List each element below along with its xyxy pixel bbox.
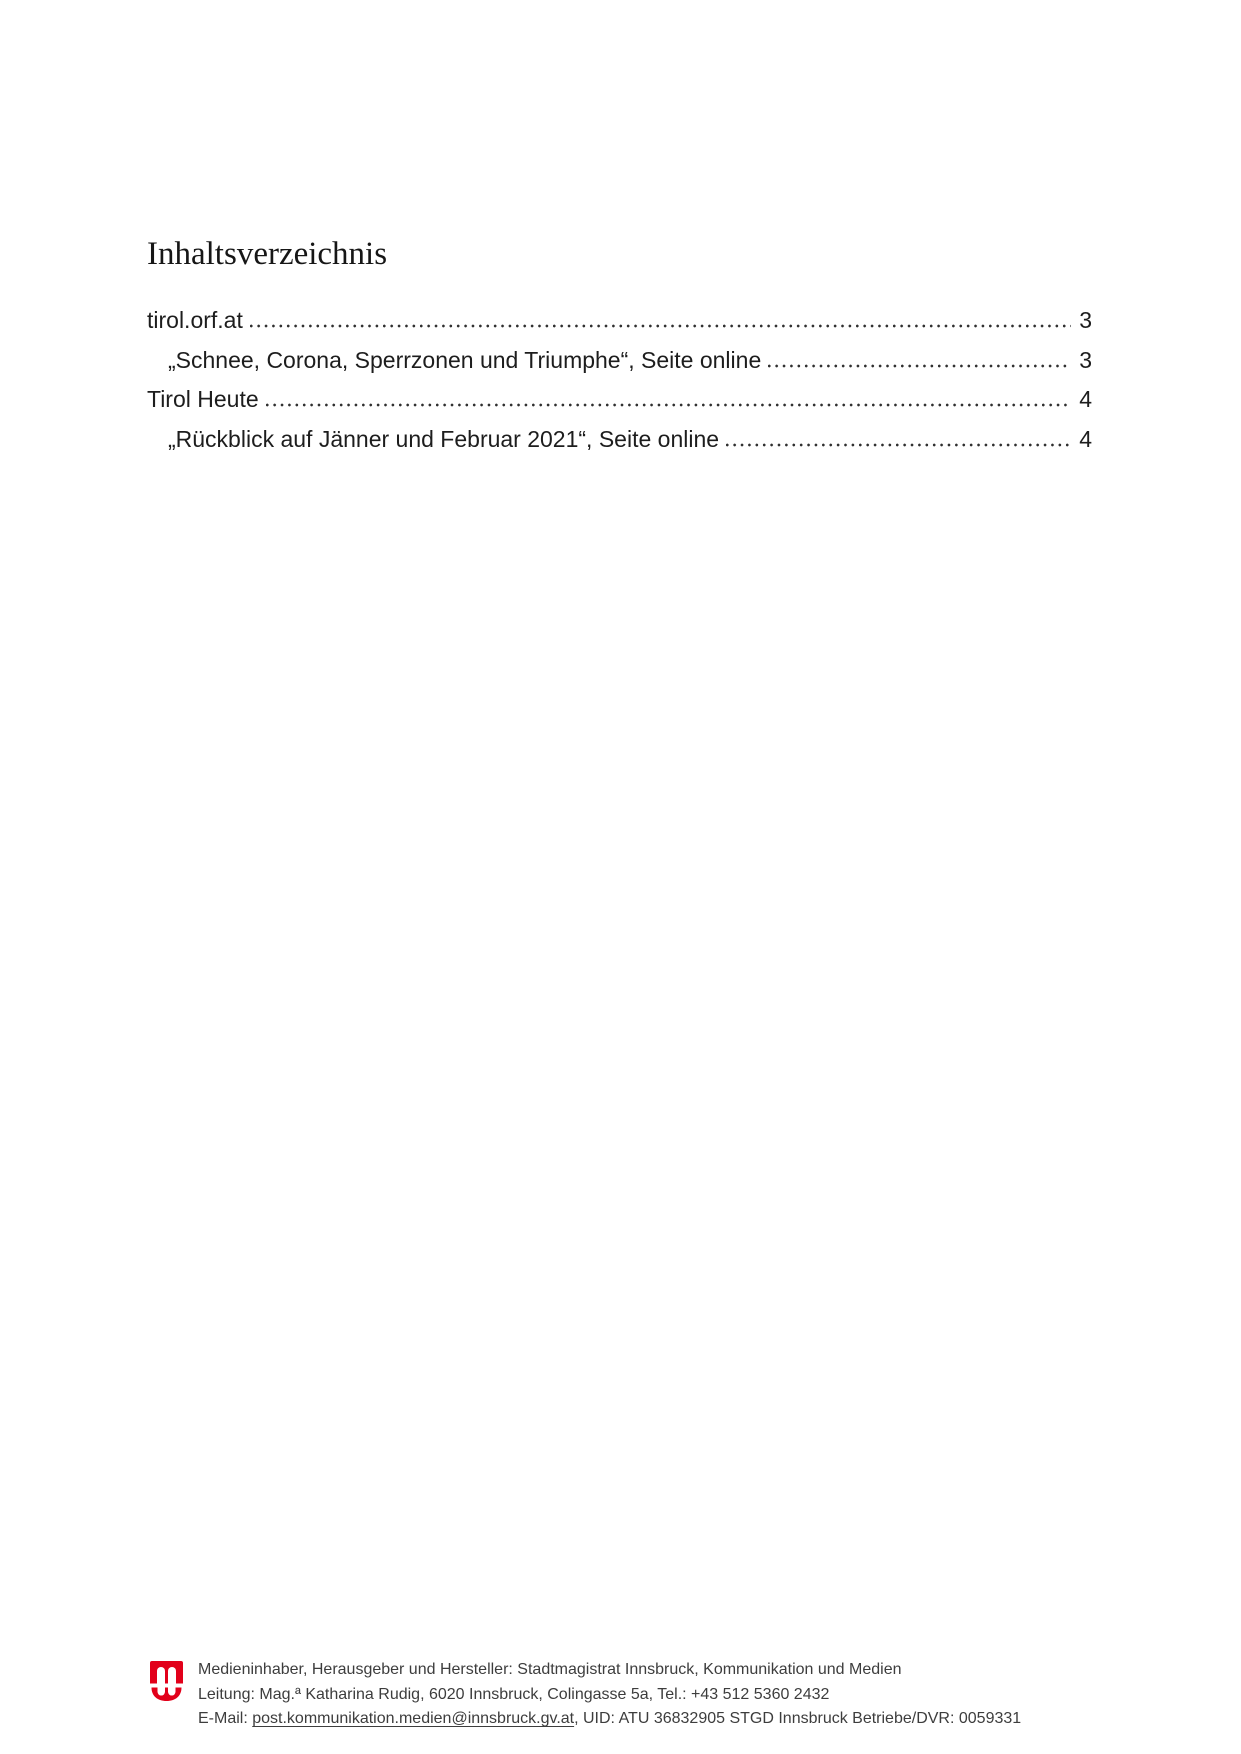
imprint-line-contact: Leitung: Mag.ª Katharina Rudig, 6020 Innsbruck, Colingasse 5a, Tel.: +43 512 5360 2432	[198, 1685, 830, 1703]
toc-entry-label: tirol.orf.at	[147, 307, 243, 333]
email-link[interactable]: post.kommunikation.medien@innsbruck.gv.at	[252, 1710, 575, 1727]
dot-leader	[768, 364, 1071, 368]
innsbruck-city-arms-icon	[150, 1661, 183, 1701]
imprint-text	[198, 1658, 1021, 1732]
toc-entry-label: „Rückblick auf Jänner und Februar 2021“, Seite online	[168, 425, 720, 452]
imprint-line-email-uid	[198, 1707, 1021, 1732]
toc-entry-label: „Schnee, Corona, Sperrzonen und Triumphe“, Seite online	[168, 346, 762, 373]
dot-leader	[250, 324, 1071, 328]
dot-leader	[726, 443, 1071, 447]
imprint-line-publisher: Medieninhaber, Herausgeber und Hersteller: Stadtmagistrat Innsbruck, Kommunikation und Medien	[198, 1661, 902, 1678]
page-title: Inhaltsverzeichnis	[147, 236, 388, 272]
dot-leader	[266, 403, 1072, 407]
page-footer	[150, 1661, 1021, 1732]
toc-entry[interactable]	[147, 307, 1092, 347]
toc-page-number: 3	[1079, 346, 1092, 373]
toc-entry[interactable]	[147, 347, 1092, 387]
toc-entry[interactable]	[147, 386, 1092, 426]
table-of-contents	[147, 307, 1092, 465]
toc-page-number: 4	[1079, 425, 1092, 452]
toc-page-number: 4	[1079, 386, 1092, 412]
uid-text: , UID: ATU 36832905 STGD Innsbruck Betriebe/DVR: 0059331	[574, 1710, 1022, 1727]
email-label: E-Mail:	[198, 1710, 253, 1727]
toc-entry-label: Tirol Heute	[147, 386, 259, 412]
toc-entry[interactable]	[147, 426, 1092, 466]
toc-page-number: 3	[1079, 307, 1092, 333]
